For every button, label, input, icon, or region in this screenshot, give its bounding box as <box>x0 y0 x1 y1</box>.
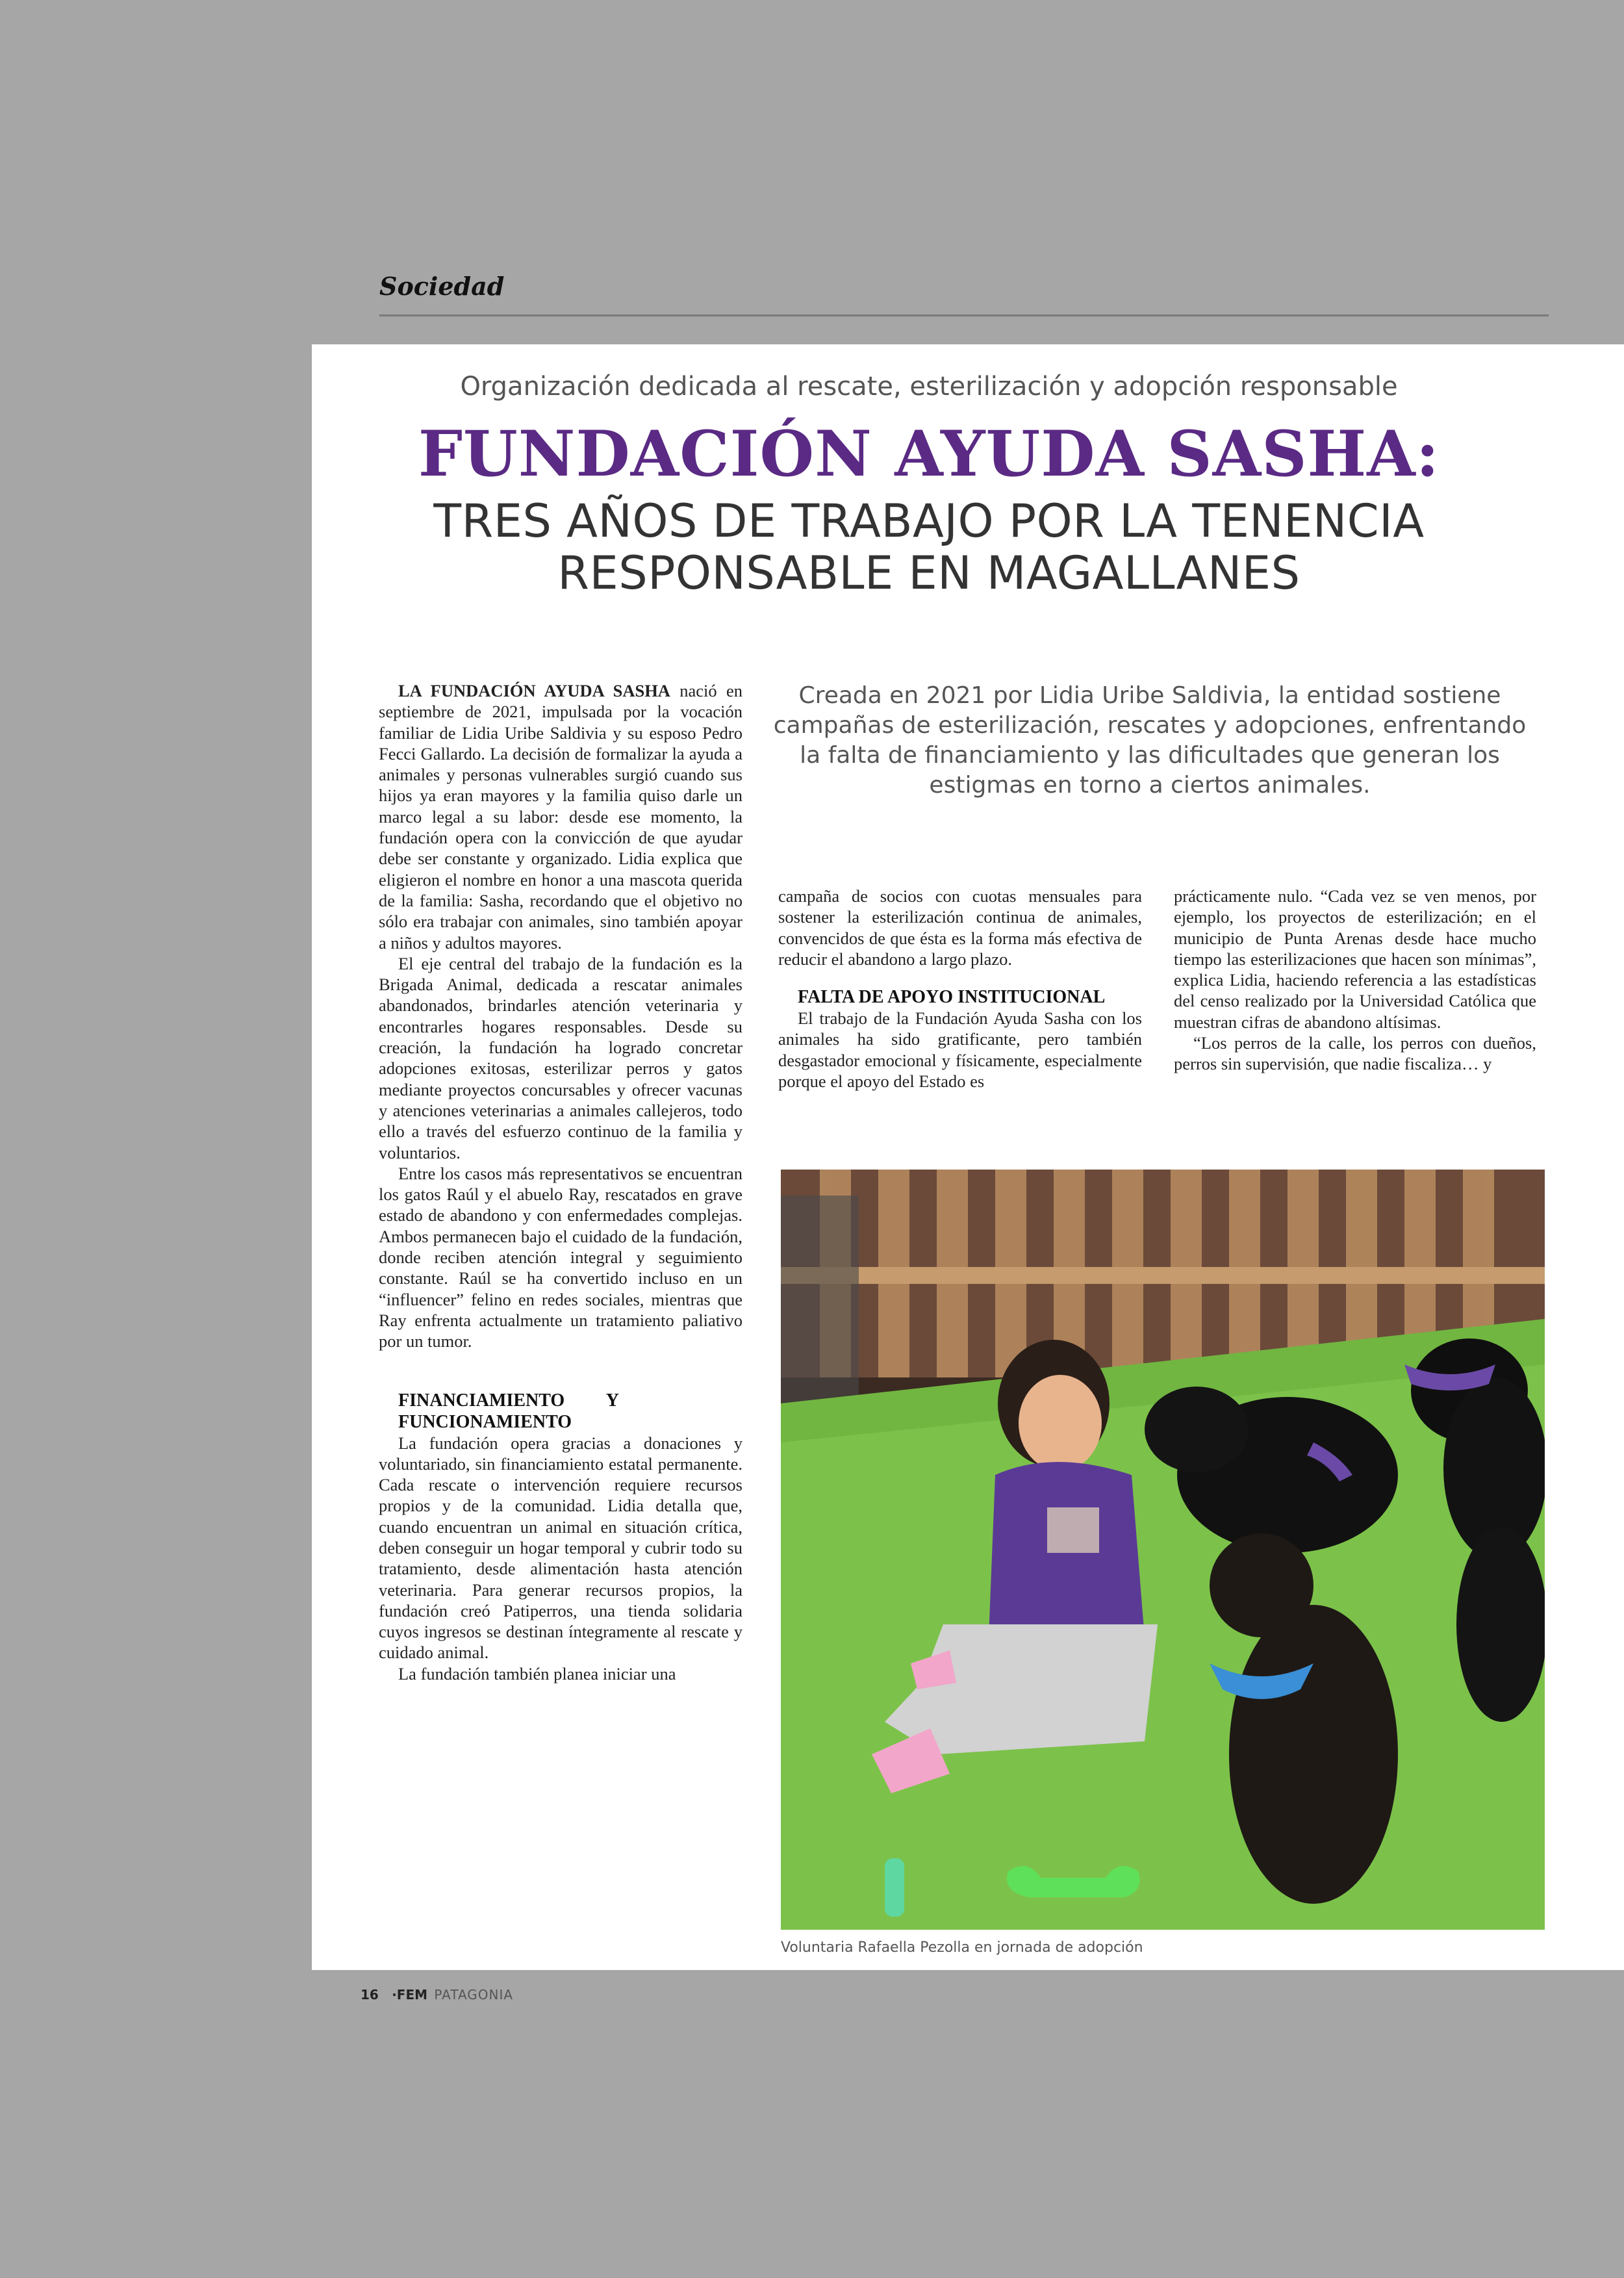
body-column-3 <box>1174 886 1536 1075</box>
article-title: FUNDACIÓN AYUDA SASHA: <box>418 417 1440 491</box>
body-paragraph: La fundación opera gracias a donaciones y voluntariado, sin financiamiento estatal permanente. Cada rescate o intervención requiere recursos propios y de la comunidad. Lidia detalla que, cuando encuentran un animal en situación crítica, deben conseguir un hogar temporal y cubrir todo su tratamiento, desde alimentación hasta atención veterinaria. Para generar recursos propios, la fundación creó Patiperros, una tienda solidaria cuyos ingresos se destinan íntegramente al rescate y cuidado animal. <box>379 1433 742 1663</box>
subheading-falta-apoyo: FALTA DE APOYO INSTITUCIONAL <box>798 987 1106 1008</box>
article-deck: Creada en 2021 por Lidia Uribe Saldivia, la entidad sostiene campañas de esterilización, rescates y adopciones, enfrentando la falta de financiamiento y las dificultades que generan los estigmas en torno a ciertos animales. <box>773 682 1527 799</box>
body-column-2 <box>778 886 1142 1092</box>
photo-caption: Voluntaria Rafaella Pezolla en jornada de adopción <box>781 1939 1143 1956</box>
paragraph-text: nació en septiembre de 2021, impulsada por la vocación familiar de Lidia Uribe Saldivia y su esposo Pedro Fecci Gallardo. La decisión de formalizar la ayuda a animales y personas vulnerables surgió cuando sus hijos ya eran mayores y la familia quiso darle un marco legal a su labor: desde ese momento, la fundación opera con la convicción de que ayudar debe ser constante y organizado. Lidia explica que eligieron el nombre en honor a una mascota querida de la familia: Sasha, recordando que el objetivo no sólo era trabajar con animales, sino también apoyar a niños y adultos mayores. <box>379 681 742 953</box>
body-paragraph <box>379 680 742 953</box>
magazine-publication: PATAGONIA <box>434 1987 514 2003</box>
subtitle-line: TRES AÑOS DE TRABAJO POR LA TENENCIA <box>433 494 1425 548</box>
page-footer <box>361 1987 513 2003</box>
body-paragraph: campaña de socios con cuotas mensuales para sostener la esterilización continua de animales, convencidos de que ésta es la forma más efectiva de reducir el abandono a largo plazo. <box>778 886 1142 969</box>
body-paragraph: La fundación también planea iniciar una <box>398 1663 676 1683</box>
article-photo <box>781 1170 1545 1930</box>
article-kicker: Organización dedicada al rescate, esterilización y adopción responsable <box>460 372 1398 402</box>
lead-in: LA FUNDACIÓN AYUDA SASHA <box>398 681 670 700</box>
body-paragraph: prácticamente nulo. “Cada vez se ven menos, por ejemplo, los proyectos de esterilización; en el municipio de Punta Arenas desde hace mucho tiempo las esterilizaciones que hacen son mínimas”, explica Lidia, haciendo referencia a las estadísticas del censo realizado por la Universidad Católica que muestran cifras de abandono altísimas. <box>1174 886 1536 1032</box>
subheading-financiamiento: FINANCIAMIENTO Y FUNCIONAMIENTO <box>398 1390 619 1432</box>
section-label: Sociedad <box>379 272 505 301</box>
page-number: 16 <box>361 1987 379 2003</box>
body-column-1 <box>379 680 742 1684</box>
article-page <box>312 344 1624 1970</box>
photo-illustration <box>781 1170 1545 1930</box>
body-paragraph: “Los perros de la calle, los perros con dueños, perros sin supervisión, que nadie fiscaliza… y <box>1174 1033 1536 1074</box>
section-divider <box>379 314 1549 316</box>
subtitle-line: RESPONSABLE EN MAGALLANES <box>557 546 1300 600</box>
body-paragraph: El trabajo de la Fundación Ayuda Sasha con los animales ha sido gratificante, pero también desgastador emocional y físicamente, especialmente porque el apoyo del Estado es <box>778 1008 1142 1092</box>
article-subtitle <box>312 495 1546 599</box>
body-paragraph: Entre los casos más representativos se encuentran los gatos Raúl y el abuelo Ray, rescatados en grave estado de abandono y con enfermedades complejas. Ambos permanecen bajo el cuidado de la fundación, donde reciben atención integral y seguimiento constante. Raúl se ha convertido incluso en un “influencer” felino en redes sociales, mientras que Ray enfrenta actualmente un tratamiento paliativo por un tumor. <box>379 1163 742 1351</box>
magazine-brand: ·FEM <box>392 1987 428 2003</box>
body-paragraph: El eje central del trabajo de la fundación es la Brigada Animal, dedicada a rescatar animales abandonados, brindarles atención veterinaria y encontrarles hogares responsables. Desde su creación, la fundación ha logrado concretar adopciones exitosas, esterilizar perros y gatos mediante proyectos concursables y ofrecer vacunas y atenciones veterinarias a animales callejeros, todo ello a través del esfuerzo continuo de la familia y voluntarios. <box>379 953 742 1162</box>
